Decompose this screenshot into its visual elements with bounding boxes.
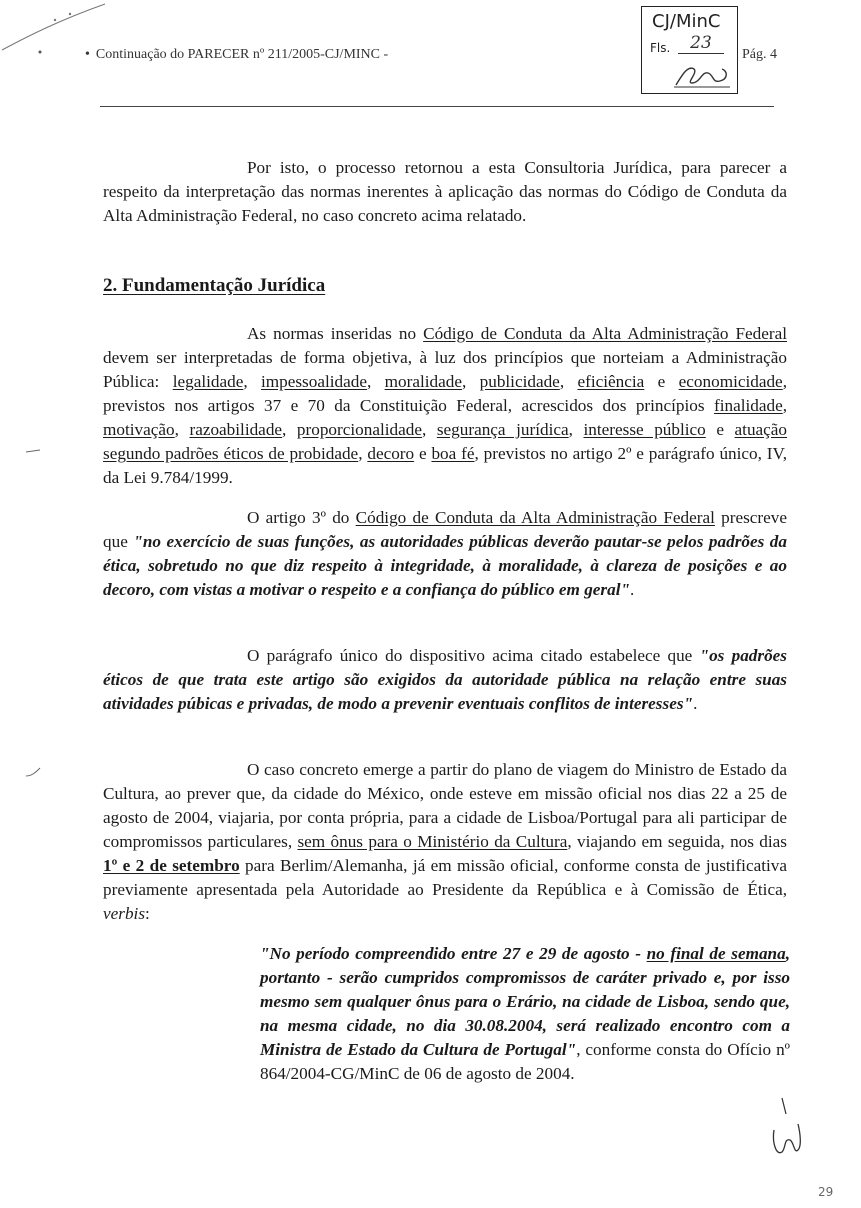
text-run: e <box>705 420 735 439</box>
paragraph-sole-paragraph <box>103 644 787 716</box>
text-run: , <box>461 372 480 391</box>
text-run: finalidade <box>713 396 783 415</box>
text-run: O caso concreto emerge a partir do plano de viagem do Ministro de Estado da Cultura, ao prever que, da cidade do México, onde esteve em missão oficial nos dias 22 a 25 de agosto de 2004, viajaria, por conta própria, para a cidade de Lisboa/Portugal para ali participar de compromissos particulares, <box>103 760 787 851</box>
text-run: eficiência <box>577 372 645 391</box>
text-run: . <box>630 580 635 599</box>
section-title: 2. Fundamentação Jurídica <box>103 275 326 296</box>
margin-mark-icon <box>24 766 44 780</box>
text-run: motivação <box>103 420 175 439</box>
initials-signature-icon <box>760 1094 810 1164</box>
text-run: Código de Conduta da Alta Administração Federal <box>423 324 788 343</box>
text-run: , conforme consta do Ofício nº 864/2004-CG/MinC de 06 de agosto de 2004. <box>260 1040 790 1083</box>
text-run: , <box>282 420 297 439</box>
text-run: O artigo 3º do <box>247 508 356 527</box>
text-run: , <box>366 372 385 391</box>
margin-mark-icon <box>24 446 44 456</box>
bullet-icon: • <box>85 47 90 62</box>
text-run: , previstos no artigo 2º e parágrafo único, IV, da Lei 9.784/1999. <box>103 444 788 487</box>
text-run: para Berlim/Alemanha, já em missão oficial, conforme consta de justificativa previamente apresentada pela Autoridade ao Presidente da República e à Comissão de Ética, <box>103 856 787 899</box>
paragraph-intro-text: Por isto, o processo retornou a esta Consultoria Jurídica, para parecer a respeito da interpretação das normas inerentes à aplicação das normas do Código de Conduta da Alta Administração Federal, no caso concreto acima relatado. <box>103 158 787 225</box>
header-reference <box>85 47 388 63</box>
text-run: "No período compreendido entre 27 e 29 de agosto - <box>260 944 647 963</box>
text-run: , <box>421 420 437 439</box>
text-run: e <box>414 444 432 463</box>
text-run: , portanto - serão cumpridos compromissos de caráter privado e, por isso mesmo sem qualquer ônus para o Erário, na cidade de Lisboa, sendo que, na mesma cidade, no dia 30.08.2004, será realizado encontro com a Ministra de Estado da Cultura de Portugal" <box>260 944 790 1059</box>
paragraph-article-3 <box>103 506 787 602</box>
text-run: "no exercício de suas funções, as autoridades públicas deverão pautar-se pelos padrões da ética, sobretudo no que diz respeito à integridade, à moralidade, à clareza de posições e ao decoro, com vistas a motivar o respeito e a confiança do público em geral" <box>103 532 787 599</box>
text-run: devem ser interpretadas de forma objetiva, à luz dos princípios que norteiam a Administração Pública: <box>103 348 787 391</box>
text-run: impessoalidade <box>261 372 367 391</box>
stamp-fls-label: Fls. <box>650 41 671 55</box>
text-run: segurança jurídica <box>436 420 569 439</box>
text-run: razoabilidade <box>189 420 283 439</box>
folio-stamp <box>641 6 738 94</box>
paragraph-concrete-case <box>103 758 787 926</box>
text-run: no final de semana <box>646 944 786 963</box>
text-run: decoro <box>367 444 415 463</box>
text-run: , viajando em seguida, nos dias <box>567 832 787 851</box>
text-run: moralidade <box>384 372 462 391</box>
header-text: Continuação do PARECER nº 211/2005-CJ/MINC - <box>95 47 389 62</box>
text-run: economicidade <box>678 372 783 391</box>
page-count: 29 <box>818 1185 834 1199</box>
text-run: sem ônus para o Ministério da Cultura <box>297 832 568 851</box>
text-run: proporcionalidade <box>296 420 422 439</box>
text-run: : <box>145 904 150 923</box>
text-run: prescreve que <box>103 508 787 551</box>
text-run: publicidade <box>479 372 560 391</box>
stamp-fls-number: 23 <box>678 33 724 54</box>
text-run: , <box>358 444 368 463</box>
block-quote <box>260 942 790 1086</box>
text-run: , <box>782 396 787 415</box>
text-run: , <box>568 420 584 439</box>
text-run: As normas inseridas no <box>247 324 424 343</box>
text-run: , previstos nos artigos 37 e 70 da Constituição Federal, acrescidos dos princípios <box>103 372 787 415</box>
text-run: , <box>174 420 190 439</box>
page-number: Pág. 4 <box>742 47 777 62</box>
text-run: , <box>559 372 578 391</box>
text-run: interesse público <box>583 420 706 439</box>
text-run: O parágrafo único do dispositivo acima citado estabelece que <box>247 646 700 665</box>
stamp-signature-icon <box>672 61 732 89</box>
text-run: , <box>243 372 261 391</box>
header-divider <box>100 106 774 107</box>
paragraph-principles <box>103 322 787 490</box>
paragraph-intro <box>103 156 787 228</box>
text-run: 1º e 2 de setembro <box>103 856 240 875</box>
text-run: verbis <box>103 904 146 923</box>
text-run: . <box>693 694 698 713</box>
text-run: legalidade <box>172 372 244 391</box>
stamp-title: CJ/MinC <box>652 11 721 32</box>
text-run: Código de Conduta da Alta Administração Federal <box>355 508 715 527</box>
text-run: boa fé <box>431 444 475 463</box>
text-run: atuação segundo padrões éticos de probidade <box>103 420 788 463</box>
text-run: "os padrões éticos de que trata este artigo são exigidos da autoridade pública na relação entre suas atividades púbicas e privadas, de modo a prevenir eventuais conflitos de interesses" <box>103 646 787 713</box>
text-run: e <box>644 372 679 391</box>
